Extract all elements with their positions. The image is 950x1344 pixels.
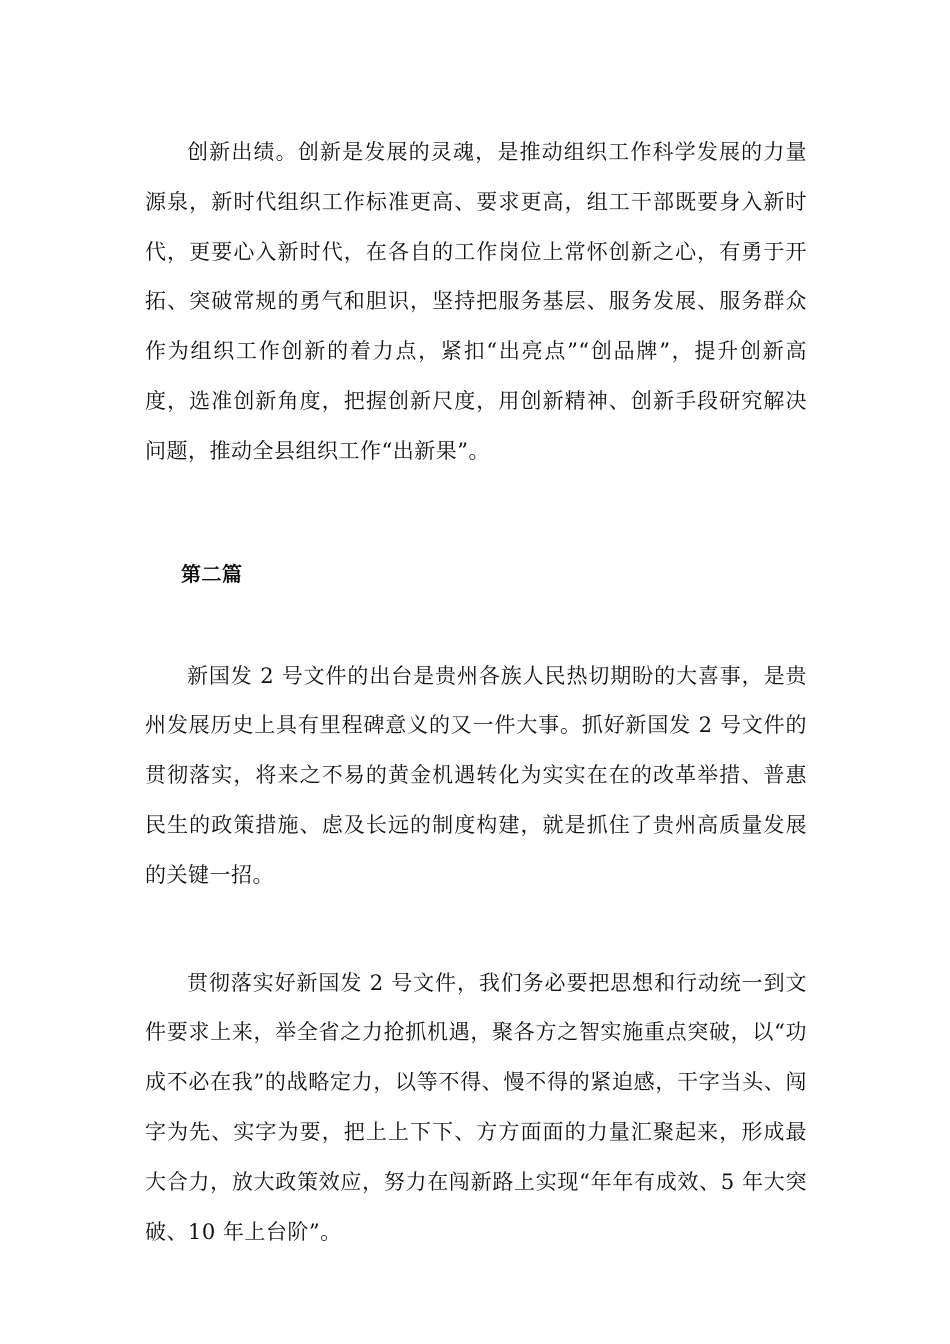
paragraph-guofa-implementation: 贯彻落实好新国发 2 号文件，我们务必要把思想和行动统一到文件要求上来，举全省之力抢抓机遇，聚各方之智实施重点突破，以“功成不必在我”的战略定力，以等不得、慢不得的紧迫感，干字当头、闯字为先、实字为要，把上上下下、方方面面的力量汇聚起来，形成最大合力，放大政策效应，努力在闯新路上实现“年年有成效、5 年大突破、10 年上台阶”。 xyxy=(145,970,807,1244)
section-heading: 第二篇 xyxy=(181,561,243,586)
paragraph-guofa-intro: 新国发 2 号文件的出台是贵州各族人民热切期盼的大喜事，是贵州发展历史上具有里程碑意义的又一件大事。抓好新国发 2 号文件的贯彻落实，将来之不易的黄金机遇转化为实实在在的改革举措、普惠民生的政策措施、虑及长远的制度构建，就是抓住了贵州高质量发展的关键一招。 xyxy=(145,663,807,887)
document-body xyxy=(145,128,807,1257)
paragraph-innovation: 创新出绩。创新是发展的灵魂，是推动组织工作科学发展的力量源泉，新时代组织工作标准更高、要求更高，组工干部既要身入新时代，更要心入新时代，在各自的工作岗位上常怀创新之心，有勇于开拓、突破常规的勇气和胆识，坚持把服务基层、服务发展、服务群众作为组织工作创新的着力点，紧扣“出亮点”“创品牌”，提升创新高度，选准创新角度，把握创新尺度，用创新精神、创新手段研究解决问题，推动全县组织工作“出新果”。 xyxy=(145,140,807,463)
